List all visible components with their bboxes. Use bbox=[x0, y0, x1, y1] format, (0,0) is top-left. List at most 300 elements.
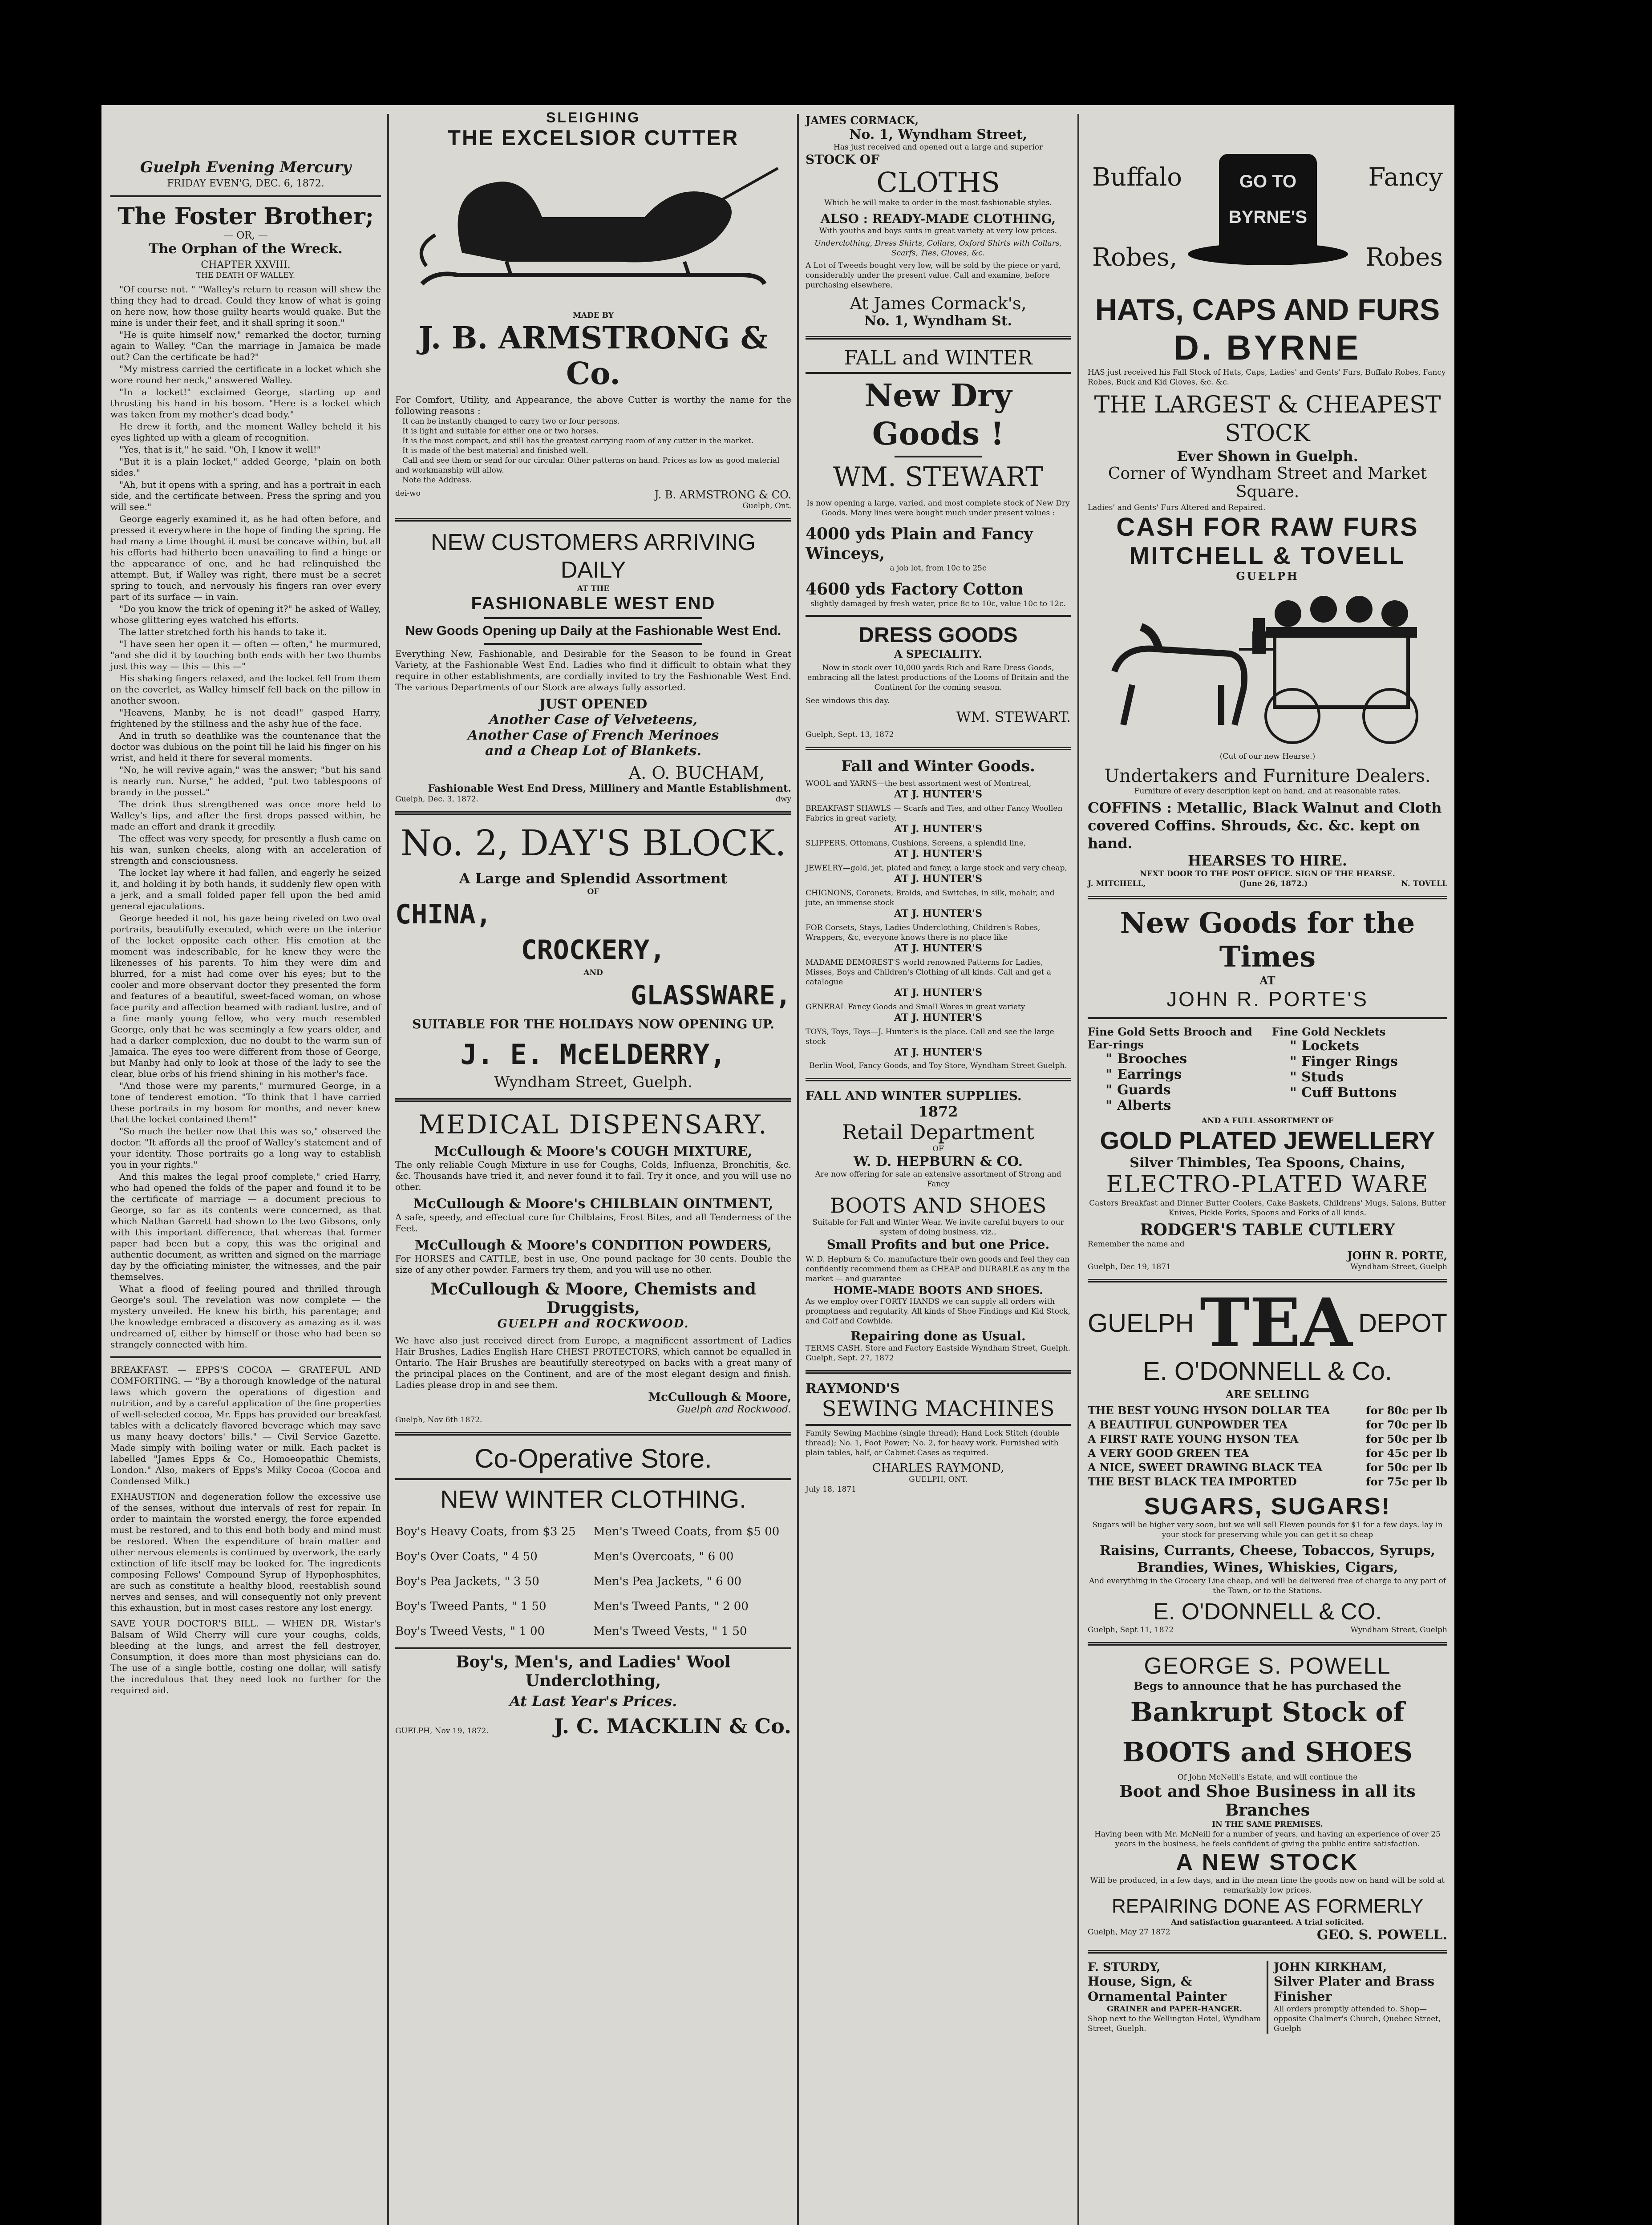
stewart-new: New Dry Goods ! bbox=[864, 377, 1012, 452]
hunter-item: WOOL and YARNS—the best assortment west of Montreal, bbox=[806, 779, 1032, 788]
powell-date: Guelph, May 27 1872 bbox=[1088, 1928, 1170, 1937]
med-signature-2: Guelph and Rockwood. bbox=[676, 1404, 791, 1415]
med-line-3: McCullough & Moore's CONDITION POWDERS, bbox=[414, 1238, 772, 1253]
bucham-just: JUST OPENED bbox=[539, 696, 648, 712]
largest-stock: THE LARGEST & CHEAPEST STOCK bbox=[1094, 392, 1441, 447]
cormack-cloths: CLOTHS bbox=[876, 166, 1000, 198]
cutter-point: It is light and suitable for either one or two horses. bbox=[402, 427, 599, 436]
tea-depot: DEPOT bbox=[1358, 1308, 1447, 1338]
hunter-at: AT J. HUNTER'S bbox=[894, 848, 983, 860]
cormack-text-4: Underclothing, Dress Shirts, Collars, Oxford Shirts with Collars, Scarfs, Ties, Gloves, &c. bbox=[814, 239, 1062, 258]
chapter: CHAPTER XXVIII. bbox=[201, 259, 291, 271]
powell-name: GEORGE S. POWELL bbox=[1144, 1653, 1391, 1679]
hepburn-retail: Retail Department bbox=[842, 1120, 1035, 1144]
story-paragraph: "He is quite himself now," remarked the doctor, turning again to Walley. "Can the marriage in Jamaica be made out? Can the certificate be had?" bbox=[110, 329, 381, 362]
coop-price-row bbox=[395, 1569, 791, 1594]
cutter-point: Note the Address. bbox=[402, 476, 472, 485]
guelph-label: GUELPH bbox=[1236, 570, 1299, 583]
cormack-ad bbox=[806, 114, 1071, 329]
hearses-to-hire: HEARSES TO HIRE. bbox=[1188, 852, 1347, 869]
story-sub: — OR, — bbox=[223, 230, 268, 241]
tea-price-row bbox=[1088, 1432, 1447, 1446]
coop-signature: J. C. MACKLIN & Co. bbox=[554, 1714, 791, 1738]
story-paragraph: "I have seen her open it — often — often," he murmured, "and she did it by touching both ends with her two thumbs just this way — this — this —" bbox=[110, 639, 381, 672]
days-suitable: SUITABLE FOR THE HOLIDAYS NOW OPENING UP. bbox=[412, 1017, 774, 1032]
tea-selling: ARE SELLING bbox=[1225, 1388, 1310, 1401]
hunter-item: FOR Corsets, Stays, Ladies Underclothing, Children's Robes, Wrappers, &c, everyone knows there is no place like bbox=[806, 923, 1041, 942]
bucham-date: Guelph, Dec. 3, 1872. bbox=[395, 795, 478, 804]
porte-list-item: " Brooches bbox=[1105, 1051, 1187, 1067]
med-text-2: A safe, speedy, and effectual cure for Chilblains, Frost Bites, and all Tenderness of the Feet. bbox=[395, 1212, 791, 1234]
raymond-date: July 18, 1871 bbox=[806, 1485, 856, 1494]
stewart-dress-goods: DRESS GOODS bbox=[858, 623, 1018, 647]
cash-for-raw-furs: CASH FOR RAW FURS bbox=[1116, 513, 1419, 542]
mitchell-tovell: MITCHELL & TOVELL bbox=[1129, 542, 1406, 569]
porte-rodger: RODGER'S TABLE CUTLERY bbox=[1140, 1221, 1395, 1239]
furniture-text: Furniture of every description kept on hand, and at reasonable rates. bbox=[1134, 787, 1401, 796]
odonnell-tea-ad bbox=[1088, 1284, 1447, 1635]
hepburn-text-1: Are now offering for sale an extensive assortment of Strong and Fancy bbox=[815, 1170, 1061, 1189]
porte-date: Guelph, Dec 19, 1871 bbox=[1088, 1262, 1171, 1271]
hepburn-text-2: Suitable for Fall and Winter Wear. We invite careful buyers to our system of doing business, viz., bbox=[812, 1218, 1064, 1237]
tea-price: for 80c per lb bbox=[1366, 1404, 1447, 1417]
tea-price-row bbox=[1088, 1475, 1447, 1489]
powell-business: Boot and Shoe Business in all its Branches bbox=[1119, 1782, 1416, 1820]
cutter-points bbox=[395, 417, 791, 485]
top-hat-illustration bbox=[1188, 154, 1348, 270]
coop-price-row bbox=[395, 1619, 791, 1644]
tea-merchant: E. O'DONNELL & Co. bbox=[1142, 1357, 1393, 1386]
med-line-4: McCullough & Moore, Chemists and Druggists, bbox=[430, 1280, 756, 1317]
hypophosphites-ad: EXHAUSTION and degeneration follow the excessive use of the senses, without due intervals of rest for repair. In order to maintain the worsted energy, the force expended must be restored, and to this end both body and mind must be restored. When the expenditure of brain matter and other nervous elements is continued by overwork, the early extinction of life itself may be looked for. The ingredients composing Fellows' Compound Syrup of Hypophosphites, are such as constitute a healthy blood, reestablish sound nerves and senses, and will consequently not only prevent this exhaustion, but in most cases restore any lost energy. bbox=[110, 1491, 381, 1613]
coop-price-table bbox=[395, 1519, 791, 1644]
hunter-at: AT J. HUNTER'S bbox=[894, 1047, 983, 1058]
stewart-text-1: Is now opening a large, varied, and most complete stock of New Dry Goods. Many lines were bought much under present values : bbox=[806, 499, 1070, 518]
cormack-text-1: Has just received and opened out a large and superior bbox=[833, 143, 1043, 152]
porte-list-item: " Lockets bbox=[1290, 1038, 1360, 1054]
tea-price-row bbox=[1088, 1418, 1447, 1432]
raymond-location: GUELPH, ONT. bbox=[909, 1475, 968, 1484]
stewart-date: Guelph, Sept. 13, 1872 bbox=[806, 730, 894, 739]
hats-caps-furs: HATS, CAPS AND FURS bbox=[1095, 293, 1440, 327]
coop-date: GUELPH, Nov 19, 1872. bbox=[395, 1727, 489, 1736]
story-paragraph: George eagerly examined it, as he had often before, and pressed it everywhere in the hope of finding the spring. He had many a time thought it must be concave within, but all his efforts had hitherto been unavailing to find a hinge or the appearance of one, and he had relinquished the attempt. But, if Walley was right, there must be a secret spring to touch, and nervously his fingers ran over every part of its surface — in vain. bbox=[110, 514, 381, 602]
porte-list-item: " Guards bbox=[1105, 1082, 1171, 1098]
column-3 bbox=[800, 105, 1076, 1494]
story-paragraph: "My mistress carried the certificate in a locket which she wore round her neck," answered Walley. bbox=[110, 364, 381, 385]
hunter-item: BREAKFAST SHAWLS — Scarfs and Ties, and other Fancy Woollen Fabrics in great variety, bbox=[806, 804, 1063, 823]
maker-name: J. B. ARMSTRONG & Co. bbox=[418, 320, 768, 392]
hat-label-1: GO TO bbox=[1239, 172, 1297, 191]
robes-right: Robes bbox=[1365, 243, 1443, 272]
story-title: The Foster Brother; bbox=[117, 203, 374, 230]
med-line-1: McCullough & Moore's COUGH MIXTURE, bbox=[434, 1144, 753, 1159]
story-paragraph: The locket lay where it had fallen, and eagerly he seized it, and holding it by both hands, it suddenly flew open with a jerk, and a small folded paper fell upon the bed amid general ejaculations. bbox=[110, 867, 381, 911]
sturdy-name: F. STURDY, bbox=[1088, 1961, 1161, 1974]
hunter-text: Berlin Wool, Fancy Goods, and Toy Store, Wyndham Street Guelph. bbox=[809, 1061, 1067, 1070]
days-address: Wyndham Street, Guelph. bbox=[494, 1073, 692, 1091]
made-by: MADE BY bbox=[573, 311, 614, 320]
med-text-4: We have also just received direct from Europe, a magnificent assortment of Ladies Hair Brushes, Ladies English Hare CHEST PROTECTORS, which cannot be equalled in Ontario. The Hair Brushes are beautifully stereotyped on backs with a great many of the principal places on the Continent, and are of the most elegant design and finish. Ladies please drop in and see them. bbox=[395, 1335, 791, 1390]
coop-title: Co-Operative Store. bbox=[474, 1444, 712, 1473]
hepburn-boots: BOOTS AND SHOES bbox=[830, 1193, 1047, 1218]
raymond-signature: CHARLES RAYMOND, bbox=[872, 1461, 1004, 1475]
tea-date: Guelph, Sept 11, 1872 bbox=[1088, 1626, 1174, 1634]
coop-under: Boy's, Men's, and Ladies' Wool Underclothing, bbox=[456, 1653, 731, 1690]
med-title: MEDICAL DISPENSARY. bbox=[418, 1109, 768, 1140]
column-rule bbox=[387, 114, 389, 2225]
column-4 bbox=[1081, 105, 1454, 2034]
medical-dispensary-ad bbox=[395, 1109, 791, 1425]
porte-list-item: " Alberts bbox=[1105, 1098, 1171, 1113]
hepburn-of: OF bbox=[932, 1145, 944, 1153]
kirkham-name: JOHN KIRKHAM, bbox=[1274, 1961, 1387, 1974]
bucham-signature: A. O. BUCHAM, bbox=[628, 763, 765, 783]
newspaper-page bbox=[101, 105, 1454, 2225]
stewart-signature: WM. STEWART. bbox=[956, 708, 1071, 725]
cutter-text: For Comfort, Utility, and Appearance, the above Cutter is worthy the name for the following reasons : bbox=[395, 394, 791, 416]
sturdy-sub: GRAINER and PAPER-HANGER. bbox=[1107, 2005, 1242, 2014]
days-glassware: GLASSWARE, bbox=[630, 980, 791, 1011]
porte-electro: ELECTRO-PLATED WARE bbox=[1106, 1171, 1429, 1198]
coop-mens-item: Men's Tweed Vests, " 1 50 bbox=[593, 1625, 747, 1638]
cormack-text-3: With youths and boys suits in great variety at very low prices. bbox=[819, 227, 1057, 235]
sturdy-title: House, Sign, & Ornamental Painter bbox=[1088, 1974, 1227, 2004]
dateline: FRIDAY EVEN'G, DEC. 6, 1872. bbox=[167, 178, 324, 189]
tea-raisins: Raisins, Currants, Cheese, Tobaccos, Syrups, Brandies, Wines, Whiskies, Cigars, bbox=[1100, 1543, 1435, 1575]
tea-big: TEA bbox=[1200, 1284, 1352, 1362]
porte-title: New Goods for the Times bbox=[1120, 906, 1415, 974]
porte-ad bbox=[1088, 906, 1447, 1272]
powell-of: Of John McNeill's Estate, and will continue the bbox=[1177, 1773, 1358, 1782]
fancy: Fancy bbox=[1368, 163, 1443, 192]
corner-address: Corner of Wyndham Street and Market Square. bbox=[1108, 465, 1427, 501]
tea-signature: E. O'DONNELL & CO. bbox=[1153, 1599, 1382, 1625]
cutter-sleigh-illustration bbox=[395, 150, 787, 311]
hunter-item: SLIPPERS, Ottomans, Cushions, Screens, a splendid line, bbox=[806, 839, 1026, 848]
coop-mens-item: Men's Tweed Coats, from $5 00 bbox=[593, 1525, 780, 1538]
story-paragraph: "And those were my parents," murmured George, in a tone of tenderest emotion. "To think that I have carried these portraits in my bosom for months, and never knew that the locket contained them!" bbox=[110, 1080, 381, 1125]
cormack-at-2: No. 1, Wyndham St. bbox=[864, 313, 1012, 329]
tea-sugars: SUGARS, SUGARS! bbox=[1144, 1493, 1391, 1520]
buffalo: Buffalo bbox=[1092, 163, 1182, 192]
coop-price-row bbox=[395, 1519, 791, 1544]
story-body bbox=[110, 284, 381, 1350]
coop-prices: At Last Year's Prices. bbox=[509, 1693, 677, 1710]
byrne-name: D. BYRNE bbox=[1174, 328, 1361, 367]
days-of: OF bbox=[587, 887, 599, 896]
stewart-speciality: A SPECIALITY. bbox=[894, 647, 982, 660]
powell-begs: Begs to announce that he has purchased the bbox=[1134, 1679, 1401, 1692]
cormack-also: ALSO : READY-MADE CLOTHING, bbox=[820, 211, 1056, 226]
cutter-point: It is the most compact, and still has the greatest carrying room of any cutter in the market. bbox=[402, 437, 754, 445]
stewart-fall: FALL and WINTER bbox=[844, 347, 1032, 369]
coop-boys-item: Boy's Tweed Vests, " 1 00 bbox=[395, 1625, 545, 1638]
cutter-point: It can be instantly changed to carry two or four persons. bbox=[402, 417, 620, 426]
bucham-open: New Goods Opening up Daily at the Fashionable West End. bbox=[405, 623, 781, 638]
coop-mens-item: Men's Tweed Pants, " 2 00 bbox=[593, 1600, 749, 1613]
days-block-ad bbox=[395, 822, 791, 1091]
hepburn-fall: FALL AND WINTER SUPPLIES. bbox=[806, 1088, 1022, 1103]
cutter-code: dei-wo bbox=[395, 489, 421, 498]
powell-satisfaction: And satisfaction guaranteed. A trial solicited. bbox=[1170, 1918, 1365, 1927]
powell-bankrupt: Bankrupt Stock of BOOTS and SHOES bbox=[1122, 1697, 1413, 1768]
hepburn-small: Small Profits and but one Price. bbox=[826, 1237, 1050, 1252]
hunter-items bbox=[806, 779, 1071, 1058]
cutter-signature: J. B. ARMSTRONG & CO. bbox=[654, 489, 791, 501]
porte-gold: GOLD PLATED JEWELLERY bbox=[1100, 1126, 1435, 1154]
bucham-line-1: Another Case of Velveteens, bbox=[489, 712, 697, 728]
porte-list-item: " Earrings bbox=[1105, 1067, 1182, 1082]
coop-boys-item: Boy's Heavy Coats, from $3 25 bbox=[395, 1525, 576, 1538]
byrne-text: HAS just received his Fall Stock of Hats, Caps, Ladies' and Gents' Furs, Buffalo Robes, Fancy Robes, Buck and Kid Gloves, &c. &c. bbox=[1088, 368, 1446, 387]
story-paragraph: "No, he will revive again," was the answer; "but his sand is nearly run. Nurse," he added, "put two tablespoons of brandy in the posset." bbox=[110, 765, 381, 797]
mitchell-sig: J. MITCHELL, bbox=[1088, 879, 1146, 888]
hepburn-text-3: W. D. Hepburn & Co. manufacture their own goods and feel they can confidently recommend them as CHEAP and DURABLE as any in the market — and guarantee bbox=[806, 1255, 1070, 1283]
hunter-at: AT J. HUNTER'S bbox=[894, 987, 983, 999]
porte-location: Wyndham-Street, Guelph bbox=[1350, 1262, 1447, 1271]
hunter-item: MADAME DEMOREST'S world renowned Patterns for Ladies, Misses, Boys and Children's Clothing of all kinds. Call and get a catalogue bbox=[806, 958, 1052, 987]
porte-at: AT bbox=[1259, 974, 1275, 987]
hat-label-2: BYRNE'S bbox=[1228, 207, 1308, 227]
stewart-text-2: Now in stock over 10,000 yards Rich and Rare Dress Goods, embracing all the latest productions of the Looms of Britain and the Continent for the coming season. bbox=[807, 663, 1069, 692]
hunter-item: GENERAL Fancy Goods and Small Wares in great variety bbox=[806, 1003, 1025, 1011]
med-signature: McCullough & Moore, bbox=[648, 1391, 791, 1404]
bucham-ad bbox=[395, 529, 791, 804]
sturdy-text: Shop next to the Wellington Hotel, Wyndham Street, Guelph. bbox=[1088, 2015, 1261, 2033]
hunter-at: AT J. HUNTER'S bbox=[894, 873, 983, 885]
hunter-at: AT J. HUNTER'S bbox=[894, 789, 983, 800]
wistar-balsam-ad: SAVE YOUR DOCTOR'S BILL. — WHEN DR. Wistar's Balsam of Wild Cherry will cure your coughs, colds, bleeding at the lungs, and arrest the fell destroyer, Consumption, it does more than most physicians can do. The use of a single bottle, costing one dollar, will satisfy the incredulous that they need look no further for the required aid. bbox=[110, 1618, 381, 1695]
coop-price-row bbox=[395, 1544, 791, 1569]
mitchell-date: (June 26, 1872.) bbox=[1239, 879, 1308, 888]
co-operative-store-ad bbox=[395, 1443, 791, 1738]
coop-boys-item: Boy's Over Coats, " 4 50 bbox=[395, 1550, 538, 1563]
story-paragraph: "Do you know the trick of opening it?" he asked of Walley, whose glittering eyes watched his efforts. bbox=[110, 603, 381, 625]
story-subtitle: The Orphan of the Wreck. bbox=[149, 241, 343, 257]
raymond-text: Family Sewing Machine (single thread); Hand Lock Stitch (double thread); No. 1, Foot Power; No. 2, for heavy work. Furnished with plain tables, half, or Cabinet Cases as required. bbox=[806, 1429, 1060, 1457]
sturdy-ad bbox=[1088, 1961, 1261, 2034]
porte-list-item: " Cuff Buttons bbox=[1290, 1085, 1397, 1100]
bucham-sub: FASHIONABLE WEST END bbox=[471, 594, 716, 613]
porte-left-head: Fine Gold Setts Brooch and Ear-rings bbox=[1088, 1025, 1252, 1051]
column-rule bbox=[797, 114, 799, 2225]
bucham-at: AT THE bbox=[577, 584, 610, 593]
days-sub: A Large and Splendid Assortment bbox=[459, 870, 728, 887]
tea-location: Wyndham Street, Guelph bbox=[1350, 1626, 1447, 1634]
byrne-ad bbox=[1088, 114, 1447, 292]
bucham-text: Everything New, Fashionable, and Desirable for the Season to be found in Great Variety, at the Fashionable West End. Ladies who find it difficult to obtain what they require in other establishments, are cordially invited to try the Fashionable West End. The various Departments of our Stock are always fully assorted. bbox=[395, 648, 791, 692]
hunter-item: TOYS, Toys, Toys—J. Hunter's is the place. Call and see the large stock bbox=[806, 1028, 1054, 1046]
powell-ad bbox=[1088, 1653, 1447, 1943]
med-text-3: For HORSES and CATTLE, best in use, One pound package for 30 cents. Double the size of any other powder. Farmers try them, and you will use no other. bbox=[395, 1253, 791, 1275]
bucham-code: dwy bbox=[775, 795, 791, 804]
tea-price-row bbox=[1088, 1404, 1447, 1418]
stewart-name: WM. STEWART bbox=[833, 461, 1044, 493]
tovell-sig: N. TOVELL bbox=[1401, 879, 1447, 888]
porte-text: Castors Breakfast and Dinner Butter Coolers, Cake Baskets, Childrens' Mugs, Salons, Butter Knives, Pickle Forks, Spoons and Forks of all kinds. bbox=[1089, 1199, 1446, 1218]
story-paragraph: The latter stretched forth his hands to take it. bbox=[119, 627, 327, 637]
coop-sub: NEW WINTER CLOTHING. bbox=[440, 1485, 746, 1513]
story-paragraph: He drew it forth, and the moment Walley beheld it his eyes lighted up with a gleam of recognition. bbox=[110, 421, 381, 443]
stewart-yds-1-text: a job lot, from 10c to 25c bbox=[890, 564, 987, 573]
bucham-title: NEW CUSTOMERS ARRIVING DAILY bbox=[430, 530, 756, 583]
days-china: CHINA, bbox=[395, 899, 492, 930]
stewart-yds-1: 4000 yds Plain and Fancy Winceys, bbox=[806, 525, 1033, 563]
kirkham-title: Silver Plater and Brass Finisher bbox=[1274, 1974, 1435, 2004]
story-paragraph: "But it is a plain locket," added George, "plain on both sides." bbox=[110, 456, 381, 478]
med-line-5: GUELPH and ROCKWOOD. bbox=[497, 1317, 689, 1331]
raymond-title: SEWING MACHINES bbox=[822, 1396, 1055, 1421]
days-title: No. 2, DAY'S BLOCK. bbox=[400, 822, 786, 864]
story-paragraph: "Of course not. " "Walley's return to reason will shew the thing they had to dread. Could they know of what is going on here now, how those guilty hearts would quake. But the mine is under their feet, and it shall spring it soon." bbox=[110, 284, 381, 328]
story-paragraph: "In a locket!" exclaimed George, starting up and thrusting his hand in his bosom. "Here is a locket which was taken from my mother's dead body." bbox=[110, 387, 381, 420]
days-crockery: CROCKERY, bbox=[521, 934, 666, 966]
days-merchant: J. E. McELDERRY, bbox=[460, 1038, 726, 1071]
coop-boys-item: Boy's Pea Jackets, " 3 50 bbox=[395, 1575, 539, 1588]
tea-name: A BEAUTIFUL GUNPOWDER TEA bbox=[1088, 1418, 1288, 1431]
med-text-1: The only reliable Cough Mixture in use for Coughs, Colds, Influenza, Bronchitis, &c. &c. Thousands have tried it, and never found it to fail. Try it once, and you will use no other. bbox=[395, 1159, 791, 1192]
coop-mens-item: Men's Overcoats, " 6 00 bbox=[593, 1550, 734, 1563]
sleighing: SLEIGHING bbox=[546, 109, 640, 125]
stewart-yds-2: 4600 yds Factory Cotton bbox=[806, 580, 1024, 599]
hearse-illustration bbox=[1088, 583, 1447, 752]
story-paragraph: "Ah, but it opens with a spring, and has a portrait in each side, and the certificate between. Press the spring and you will see." bbox=[110, 479, 381, 512]
tea-price-row bbox=[1088, 1460, 1447, 1475]
porte-right-list bbox=[1272, 1038, 1447, 1100]
tea-price: for 45c per lb bbox=[1366, 1447, 1447, 1460]
porte-left-list bbox=[1088, 1051, 1263, 1113]
hepburn-text-4: As we employ over FORTY HANDS we can supply all orders with promptness and regularity. All kinds of Shoe Findings and Kid Stock, and Calf and Cowhide. bbox=[806, 1297, 1071, 1326]
raymond-name: RAYMOND'S bbox=[806, 1381, 900, 1396]
hunter-ad bbox=[806, 757, 1071, 1071]
cutter-location: Guelph, Ont. bbox=[742, 502, 791, 510]
hepburn-name: W. D. HEPBURN & CO. bbox=[853, 1154, 1023, 1169]
cutter-title: THE EXCELSIOR CUTTER bbox=[447, 126, 739, 150]
tea-price: for 70c per lb bbox=[1366, 1418, 1447, 1431]
tea-text-1: Sugars will be higher very soon, but we will sell Eleven pounds for $1 for a few days. lay in your stock for preserving while you can get it so cheap bbox=[1092, 1521, 1443, 1539]
tea-price-row bbox=[1088, 1446, 1447, 1460]
tea-price: for 75c per lb bbox=[1366, 1475, 1447, 1488]
bucham-line-3: and a Cheap Lot of Blankets. bbox=[485, 743, 702, 759]
tea-name: A VERY GOOD GREEN TEA bbox=[1088, 1447, 1249, 1460]
tea-price-list bbox=[1088, 1404, 1447, 1489]
story-paragraph: "So much the better now that this was so," observed the doctor. "It affords all the proof of Walley's statement and of your identity. Those portraits go a long way to establish you in your rights." bbox=[110, 1126, 381, 1170]
porte-list-item: " Studs bbox=[1290, 1069, 1344, 1085]
porte-signature: JOHN R. PORTE, bbox=[1347, 1249, 1447, 1262]
tea-name: THE BEST YOUNG HYSON DOLLAR TEA bbox=[1088, 1404, 1330, 1417]
porte-remember: Remember the name and bbox=[1088, 1240, 1185, 1249]
story-paragraph: The effect was very speedy, for presently a flush came on his wan, sunken cheeks, along with an acceleration of strength and consciousness. bbox=[110, 833, 381, 866]
cormack-name: JAMES CORMACK, bbox=[806, 114, 919, 127]
serial-story-column bbox=[101, 105, 386, 1696]
tea-price: for 50c per lb bbox=[1366, 1461, 1447, 1474]
story-paragraph: George heeded it not, his gaze being riveted on two oval portraits, beautifully executed, which were on the interior of the locket opposite each other. His emotion at the moment was indescribable, for he knew they were the likenesses of his parents. To him they were dim and blurred, for a mist had come over his eyes; but to the cooler and more observant doctor they presented the form and features of a beautiful, sweet-faced woman, on whose face purity and affection beamed with radiant lustre, and of a fine manly young fellow, who very much resembled George, only that he was seemingly a few years older, and had a darker complexion, due no doubt to the warm sun of Jamaica. The eyes too were different from those of George, but Manby had only to look at those of the lady to see the clear, blue orbs of his friend shining in his mother's face. bbox=[110, 913, 381, 1079]
cutter-point: Call and see them or send for our circular. Other patterns on hand. Prices as low as good material and workmanship will allow. bbox=[395, 456, 780, 475]
med-line-2: McCullough & Moore's CHILBLAIN OINTMENT, bbox=[413, 1196, 773, 1212]
coffins: COFFINS : Metallic, Black Walnut and Cloth covered Coffins. Shrouds, &c. &c. kept on hand. bbox=[1088, 799, 1442, 852]
porte-silver: Silver Thimbles, Tea Spoons, Chains, bbox=[1130, 1155, 1405, 1171]
kirkham-text: All orders promptly attended to. Shop—opposite Chalmer's Church, Quebec Street, Guelph bbox=[1274, 2005, 1441, 2033]
coop-boys-item: Boy's Tweed Pants, " 1 50 bbox=[395, 1600, 547, 1613]
stewart-see: See windows this day. bbox=[806, 696, 890, 705]
porte-name: JOHN R. PORTE'S bbox=[1166, 987, 1369, 1011]
coop-mens-item: Men's Pea Jackets, " 6 00 bbox=[593, 1575, 742, 1588]
powell-text-2: Will be produced, in a few days, and in the mean time the goods now on hand will be sold at remarkably low prices. bbox=[1090, 1876, 1445, 1895]
column-2 bbox=[391, 105, 796, 1738]
story-paragraph: "Yes, that is it," he said. "Oh, I know it well!" bbox=[119, 444, 321, 455]
hunter-at: AT J. HUNTER'S bbox=[894, 943, 983, 954]
hunter-item: CHIGNONS, Coronets, Braids, and Switches, in silk, mohair, and jute, an immense stock bbox=[806, 889, 1055, 907]
hepburn-terms: TERMS CASH. Store and Factory Eastside Wyndham Street, Guelph. bbox=[806, 1344, 1071, 1353]
tea-price: for 50c per lb bbox=[1366, 1432, 1447, 1445]
furs-altered: Ladies' and Gents' Furs Altered and Repaired. bbox=[1088, 503, 1266, 512]
robes-left: Robes, bbox=[1092, 243, 1178, 272]
hunter-item: JEWELRY—gold, jet, plated and fancy, a large stock and very cheap, bbox=[806, 864, 1067, 873]
armstrong-cutter-ad bbox=[395, 109, 791, 511]
masthead: Guelph Evening Mercury bbox=[140, 158, 352, 176]
hunter-at: AT J. HUNTER'S bbox=[894, 1012, 983, 1024]
undertakers: Undertakers and Furniture Dealers. bbox=[1104, 766, 1431, 786]
cormack-at: At James Cormack's, bbox=[850, 294, 1027, 313]
powell-new: A NEW STOCK bbox=[1176, 1849, 1359, 1875]
story-paragraph: And in truth so deathlike was the countenance that the doctor was dubious on the point till he laid his finger on his wrist, and held it there for several moments. bbox=[110, 730, 381, 763]
hepburn-ad bbox=[806, 1088, 1071, 1363]
bucham-est: Fashionable West End Dress, Millinery and Mantle Establishment. bbox=[428, 783, 791, 794]
epps-cocoa-ad: BREAKFAST. — EPPS'S COCOA — GRATEFUL AND COMFORTING. — "By a thorough knowledge of the natural laws which govern the operations of digestion and nutrition, and by a careful application of the fine properties of well-selected cocoa, Mr. Epps has provided our breakfast tables with a delicately flavored beverage which may save us many heavy doctors' bills." — Civil Service Gazette. Made simply with boiling water or milk. Each packet is labelled "James Epps & Co., Homoeopathic Chemists, London." Also, makers of Epps's Milky Cocoa (Cocoa and Condensed Milk.) bbox=[110, 1364, 381, 1486]
hepburn-date: Guelph, Sept. 27, 1872 bbox=[806, 1354, 894, 1363]
hepburn-year: 1872 bbox=[918, 1103, 958, 1120]
story-paragraph: And this makes the legal proof complete," cried Harry, who had opened the folds of the paper and found it to be the certificate of marriage — a document precious to George, so far as its contents were concerned, as that which Nathan Garrett had shown to the two Gibsons, only with this important difference, that whereas that former paper had been but a copy, this was the original and authentic document, as written and signed on the marriage day by the officiating minister, the witnesses, and the pair themselves. bbox=[110, 1171, 381, 1282]
tea-name: A NICE, SWEET DRAWING BLACK TEA bbox=[1088, 1461, 1323, 1474]
cormack-text-5: A Lot of Tweeds bought very low, will be sold by the piece or yard, considerably under the present value. Call and examine, before purchasing elsewhere, bbox=[806, 261, 1061, 290]
story-paragraph: What a flood of feeling poured and thrilled through George's soul. The revelation was now complete — the mystery unveiled. He knew his birth, his parentage; and the knowledge embraced a discovery as amazing as it was undreamed of, either by himself or those who had been so strangely connected with him. bbox=[110, 1283, 381, 1350]
kirkham-ad bbox=[1274, 1961, 1447, 2034]
powell-repairing: REPAIRING DONE AS FORMERLY bbox=[1111, 1895, 1424, 1917]
powell-signature: GEO. S. POWELL. bbox=[1316, 1927, 1447, 1943]
next-door: NEXT DOOR TO THE POST OFFICE. SIGN OF THE HEARSE. bbox=[1140, 870, 1395, 878]
powell-same: IN THE SAME PREMISES. bbox=[1212, 1820, 1323, 1829]
ever-shown: Ever Shown in Guelph. bbox=[1177, 448, 1358, 465]
tea-text-2: And everything in the Grocery Line cheap, and will be delivered free of charge to any part of the Town, or to the Stations. bbox=[1089, 1577, 1446, 1595]
hearse-caption: (Cut of our new Hearse.) bbox=[1219, 752, 1316, 761]
hepburn-home: HOME-MADE BOOTS AND SHOES. bbox=[833, 1284, 1043, 1297]
hunter-at: AT J. HUNTER'S bbox=[894, 823, 983, 835]
stewart-yds-2-text: slightly damaged by fresh water, price 8c to 10c, value 10c to 12c. bbox=[810, 599, 1066, 608]
hunter-title: Fall and Winter Goods. bbox=[841, 757, 1035, 775]
med-date: Guelph, Nov 6th 1872. bbox=[395, 1416, 482, 1424]
tea-guelph: GUELPH bbox=[1088, 1308, 1194, 1338]
cormack-stock: STOCK OF bbox=[806, 152, 880, 167]
hepburn-repairing: Repairing done as Usual. bbox=[850, 1329, 1026, 1343]
porte-right-head: Fine Gold Necklets bbox=[1272, 1025, 1386, 1038]
column-rule bbox=[1077, 114, 1079, 2225]
cormack-address: No. 1, Wyndham Street, bbox=[849, 127, 1028, 142]
hunter-at: AT J. HUNTER'S bbox=[894, 908, 983, 919]
story-paragraph: The drink thus strengthened was once more held to Walley's lips, and after the first drops passed within, he made an effort and drank it greedily. bbox=[110, 799, 381, 832]
cormack-text-2: Which he will make to order in the most fashionable styles. bbox=[824, 198, 1052, 207]
days-and: AND bbox=[583, 968, 603, 977]
porte-list-item: " Finger Rings bbox=[1290, 1054, 1398, 1069]
coop-price-row bbox=[395, 1594, 791, 1619]
chapter-sub: THE DEATH OF WALLEY. bbox=[196, 271, 296, 280]
stewart-ad bbox=[806, 347, 1071, 740]
powell-text: Having been with Mr. McNeill for a number of years, and having an experience of over 25 years in the business, he feels confident of giving the public entire satisfaction. bbox=[1094, 1830, 1441, 1849]
raymond-ad bbox=[806, 1381, 1071, 1494]
story-paragraph: "Heavens, Manby, he is not dead!" gasped Harry, frightened by the stillness and the ashy hue of the face. bbox=[110, 707, 381, 729]
tea-name: THE BEST BLACK TEA IMPORTED bbox=[1088, 1475, 1297, 1488]
bucham-line-2: Another Case of French Merinoes bbox=[467, 728, 719, 743]
